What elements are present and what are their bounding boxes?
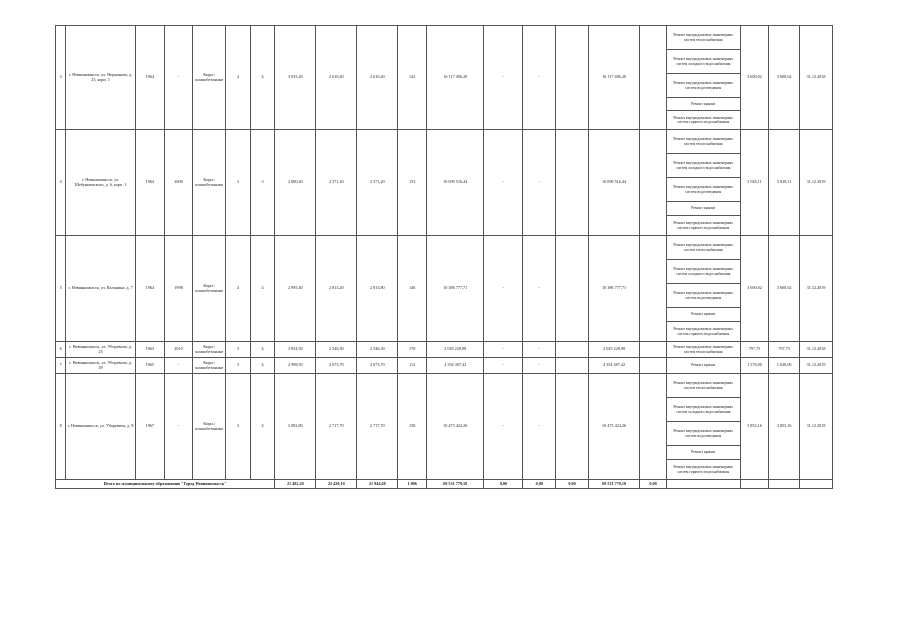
max-cost-per-m2-cell: 1 628,00 bbox=[769, 358, 800, 374]
cost-budget-cell: - bbox=[523, 236, 556, 342]
work-type-cell: Ремонт внутридомовых инженерных систем горячего водоснабжения bbox=[666, 460, 740, 480]
cost-per-m2-cell: 797,75 bbox=[740, 342, 769, 358]
deadline-cell: 31.12.2019 bbox=[800, 358, 833, 374]
cost-fund-cell: - bbox=[484, 130, 523, 236]
material-cell: Кирп./ шлакобетонные bbox=[193, 342, 226, 358]
table-row bbox=[56, 236, 833, 260]
cost-owners-cell: 10 099 516,44 bbox=[588, 130, 639, 236]
year-built-cell: 1964 bbox=[135, 130, 164, 236]
floors-cell: 3 bbox=[226, 342, 251, 358]
total-area-cell: 3 033,20 bbox=[275, 26, 316, 130]
address-cell: г. Невинномысск, ул. Уборевича, д. 25 bbox=[66, 342, 136, 358]
work-type-cell: Ремонт внутридомовых инженерных систем горячего водоснабжения bbox=[666, 322, 740, 342]
table-row bbox=[56, 26, 833, 50]
table-row bbox=[56, 342, 833, 358]
entrances-cell: 4 bbox=[250, 26, 275, 130]
total-c2-cell: 0,00 bbox=[523, 480, 556, 489]
n-cell: 5 bbox=[56, 236, 66, 342]
empty-cell bbox=[640, 374, 667, 480]
cost-budget-cell: - bbox=[523, 130, 556, 236]
year-overhaul-cell: - bbox=[164, 26, 193, 130]
work-type-cell: Ремонт крыши bbox=[666, 358, 740, 374]
total-area-cell: 3 854,50 bbox=[275, 342, 316, 358]
entrances-cell: 3 bbox=[250, 130, 275, 236]
deadline-cell: 31.12.2018 bbox=[800, 342, 833, 358]
year-overhaul-cell: 2010 bbox=[164, 342, 193, 358]
empty-cell bbox=[556, 358, 589, 374]
work-type-cell: Ремонт внутридомовых инженерных систем водоотведения bbox=[666, 178, 740, 202]
total-c1-cell: 0,00 bbox=[484, 480, 523, 489]
area-residential-cell: 2 610,40 bbox=[357, 26, 398, 130]
cost-per-m2-cell: 3 853,16 bbox=[740, 374, 769, 480]
empty-cell bbox=[640, 130, 667, 236]
empty-cell bbox=[640, 358, 667, 374]
total-area-cell: 2 995,40 bbox=[275, 236, 316, 342]
table-row bbox=[56, 358, 833, 374]
cost-total-cell: 10 473 424,26 bbox=[427, 374, 484, 480]
deadline-cell: 31.12.2018 bbox=[800, 26, 833, 130]
residents-cell: 153 bbox=[398, 130, 427, 236]
work-type-cell: Ремонт внутридомовых инженерных систем теплоснабжения bbox=[666, 236, 740, 260]
area-all-cell: 2 610,40 bbox=[316, 26, 357, 130]
area-all-cell: 2 717,70 bbox=[316, 374, 357, 480]
total-cost-cell: 69 531 779,10 bbox=[427, 480, 484, 489]
material-cell: Кирп./ шлакобетонные bbox=[193, 130, 226, 236]
deadline-cell: 31.12.2019 bbox=[800, 130, 833, 236]
cost-owners-cell: 16 117 496,20 bbox=[588, 26, 639, 130]
address-cell: г. Невинномысск, ул. Уборевича, д. 49 bbox=[66, 358, 136, 374]
total-label: Итого по муниципальному образованию "Город Невинномысск" bbox=[56, 480, 275, 489]
total-empty-cell bbox=[769, 480, 800, 489]
work-type-cell: Ремонт внутридомовых инженерных систем холодного водоснабжения bbox=[666, 398, 740, 422]
work-type-cell: Ремонт внутридомовых инженерных систем холодного водоснабжения bbox=[666, 50, 740, 74]
n-cell: 8 bbox=[56, 374, 66, 480]
year-built-cell: 1963 bbox=[135, 342, 164, 358]
max-cost-per-m2-cell: 3 600,02 bbox=[769, 236, 800, 342]
year-built-cell: 1964 bbox=[135, 26, 164, 130]
work-type-cell: Ремонт внутридомовых инженерных систем теплоснабжения bbox=[666, 130, 740, 154]
cost-fund-cell: - bbox=[484, 342, 523, 358]
residents-cell: 146 bbox=[398, 236, 427, 342]
total-area-cell: 3 082,80 bbox=[275, 374, 316, 480]
cost-total-cell: 2 029 228,98 bbox=[427, 342, 484, 358]
work-type-cell: Ремонт крыши bbox=[666, 308, 740, 322]
work-type-cell: Ремонт крыши bbox=[666, 202, 740, 216]
total-area-cell: 2 998,50 bbox=[275, 358, 316, 374]
empty-cell bbox=[556, 342, 589, 358]
address-cell: г. Невинномысск, ул. Калинина, д. 7 bbox=[66, 236, 136, 342]
residents-cell: 112 bbox=[398, 358, 427, 374]
cost-owners-cell: 2 029 228,98 bbox=[588, 342, 639, 358]
cost-budget-cell: - bbox=[523, 342, 556, 358]
capital-repair-register-table bbox=[55, 25, 833, 489]
total-empty-cell bbox=[666, 480, 740, 489]
work-type-cell: Ремонт внутридомовых инженерных систем теплоснабжения bbox=[666, 342, 740, 358]
material-cell: Кирп./ шлакобетонные bbox=[193, 374, 226, 480]
cost-total-cell: 10 099 516,44 bbox=[427, 130, 484, 236]
work-type-cell: Ремонт внутридомовых инженерных систем водоотведения bbox=[666, 422, 740, 446]
material-cell: Кирп./ шлакобетонные bbox=[193, 236, 226, 342]
max-cost-per-m2-cell: 797,75 bbox=[769, 342, 800, 358]
work-type-cell: Ремонт внутридомовых инженерных систем горячего водоснабжения bbox=[666, 111, 740, 130]
total-area-residential-cell: 21 944,68 bbox=[357, 480, 398, 489]
area-all-cell: 2 571,20 bbox=[316, 130, 357, 236]
table-row bbox=[56, 130, 833, 154]
area-residential-cell: 2 571,20 bbox=[357, 130, 398, 236]
total-c3-cell: 0,00 bbox=[556, 480, 589, 489]
year-overhaul-cell: 1998 bbox=[164, 236, 193, 342]
total-empty-cell bbox=[740, 480, 769, 489]
cost-fund-cell: - bbox=[484, 236, 523, 342]
floors-cell: 3 bbox=[226, 130, 251, 236]
total-area-cell: 21 482,20 bbox=[275, 480, 316, 489]
year-built-cell: 1965 bbox=[135, 358, 164, 374]
total-area-all-cell: 22 420,10 bbox=[316, 480, 357, 489]
total-empty-cell bbox=[800, 480, 833, 489]
year-overhaul-cell: 2008 bbox=[164, 130, 193, 236]
deadline-cell: 31.12.2019 bbox=[800, 236, 833, 342]
area-residential-cell: 2 813,80 bbox=[357, 236, 398, 342]
work-type-cell: Ремонт внутридомовых инженерных систем теплоснабжения bbox=[666, 26, 740, 50]
area-residential-cell: 2 717,70 bbox=[357, 374, 398, 480]
cost-budget-cell: - bbox=[523, 374, 556, 480]
cost-owners-cell: 4 354 387,42 bbox=[588, 358, 639, 374]
floors-cell: 3 bbox=[226, 374, 251, 480]
n-cell: 3 bbox=[56, 26, 66, 130]
max-cost-per-m2-cell: 3 928,11 bbox=[769, 130, 800, 236]
empty-cell bbox=[556, 236, 589, 342]
cost-per-m2-cell: 1 578,00 bbox=[740, 358, 769, 374]
work-type-cell: Ремонт внутридомовых инженерных систем горячего водоснабжения bbox=[666, 216, 740, 236]
work-type-cell: Ремонт внутридомовых инженерных систем холодного водоснабжения bbox=[666, 154, 740, 178]
work-type-cell: Ремонт внутридомовых инженерных систем водоотведения bbox=[666, 74, 740, 98]
residents-cell: 158 bbox=[398, 374, 427, 480]
max-cost-per-m2-cell: 3 853,16 bbox=[769, 374, 800, 480]
empty-cell bbox=[640, 342, 667, 358]
cost-total-cell: 4 354 387,42 bbox=[427, 358, 484, 374]
total-area-cell: 2 800,20 bbox=[275, 130, 316, 236]
empty-cell bbox=[556, 374, 589, 480]
work-type-cell: Ремонт внутридомовых инженерных систем холодного водоснабжения bbox=[666, 260, 740, 284]
empty-cell bbox=[556, 130, 589, 236]
residents-cell: 142 bbox=[398, 26, 427, 130]
table-row bbox=[56, 374, 833, 398]
register-body bbox=[56, 26, 833, 480]
work-type-cell: Ремонт внутридомовых инженерных систем водоотведения bbox=[666, 284, 740, 308]
area-all-cell: 2 813,20 bbox=[316, 236, 357, 342]
floors-cell: 4 bbox=[226, 236, 251, 342]
empty-cell bbox=[640, 236, 667, 342]
max-cost-per-m2-cell: 3 600,02 bbox=[769, 26, 800, 130]
area-all-cell: 2 546,30 bbox=[316, 342, 357, 358]
cost-total-cell: 16 117 496,20 bbox=[427, 26, 484, 130]
cost-per-m2-cell: 3 600,02 bbox=[740, 26, 769, 130]
address-cell: г. Невинномысск, ул. Уборевича, д. 8 bbox=[66, 374, 136, 480]
cost-fund-cell: - bbox=[484, 358, 523, 374]
year-overhaul-cell: - bbox=[164, 358, 193, 374]
entrances-cell: 4 bbox=[250, 374, 275, 480]
cost-owners-cell: 10 473 424,26 bbox=[588, 374, 639, 480]
total-row bbox=[56, 480, 833, 489]
cost-budget-cell: - bbox=[523, 358, 556, 374]
deadline-cell: 31.12.2018 bbox=[800, 374, 833, 480]
year-built-cell: 1964 bbox=[135, 236, 164, 342]
empty-cell bbox=[640, 26, 667, 130]
total-residents-cell: 1 086 bbox=[398, 480, 427, 489]
cost-fund-cell: - bbox=[484, 26, 523, 130]
n-cell: 4 bbox=[56, 130, 66, 236]
material-cell: Кирп./ шлакобетонные bbox=[193, 358, 226, 374]
cost-total-cell: 10 386 777,71 bbox=[427, 236, 484, 342]
area-residential-cell: 2 546,30 bbox=[357, 342, 398, 358]
entrances-cell: 4 bbox=[250, 342, 275, 358]
n-cell: 7 bbox=[56, 358, 66, 374]
entrances-cell: 4 bbox=[250, 236, 275, 342]
area-all-cell: 2 673,70 bbox=[316, 358, 357, 374]
floors-cell: 4 bbox=[226, 26, 251, 130]
residents-cell: 170 bbox=[398, 342, 427, 358]
entrances-cell: 4 bbox=[250, 358, 275, 374]
year-overhaul-cell: - bbox=[164, 374, 193, 480]
address-cell: г. Невинномысск, ул. Шебуннемского, д. 6, корп. 1 bbox=[66, 130, 136, 236]
address-cell: г. Невинномысск, ул. Норманова, д. 25, корп. 1 bbox=[66, 26, 136, 130]
floors-cell: 3 bbox=[226, 358, 251, 374]
work-type-cell: Ремонт крыши bbox=[666, 446, 740, 460]
cost-owners-cell: 10 386 777,71 bbox=[588, 236, 639, 342]
area-residential-cell: 2 673,70 bbox=[357, 358, 398, 374]
cost-per-m2-cell: 3 600,02 bbox=[740, 236, 769, 342]
n-cell: 6 bbox=[56, 342, 66, 358]
empty-cell bbox=[556, 26, 589, 130]
work-type-cell: Ремонт крыши bbox=[666, 98, 740, 111]
cost-per-m2-cell: 3 928,11 bbox=[740, 130, 769, 236]
total-owners-cell: 69 531 779,10 bbox=[588, 480, 639, 489]
year-built-cell: 1967 bbox=[135, 374, 164, 480]
total-c5-cell: 0,00 bbox=[640, 480, 667, 489]
cost-budget-cell: - bbox=[523, 26, 556, 130]
cost-fund-cell: - bbox=[484, 374, 523, 480]
material-cell: Кирп./ шлакобетонные bbox=[193, 26, 226, 130]
work-type-cell: Ремонт внутридомовых инженерных систем теплоснабжения bbox=[666, 374, 740, 398]
